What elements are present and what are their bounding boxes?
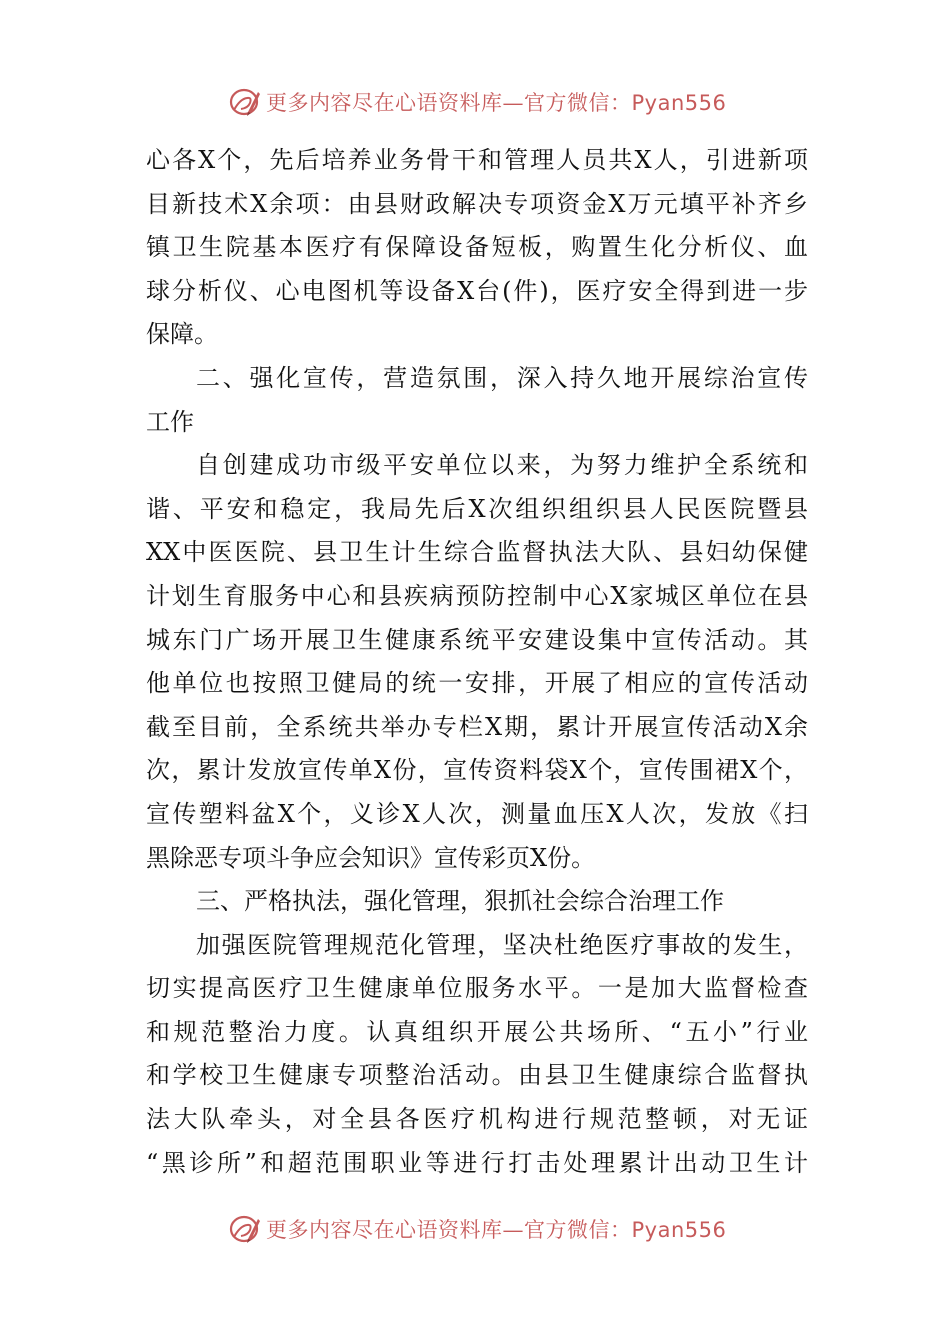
text-line: “黑诊所”和超范围职业等进行打击处理累计出动卫生计 [146,1148,808,1177]
text-line: 宣传塑料盆X个，义诊X人次，测量血压X人次，发放《扫 [146,799,808,828]
text-line: 他单位也按照卫健局的统一安排，开展了相应的宣传活动 [146,669,808,698]
text-line: 自创建成功市级平安单位以来，为努力维护全系统和 [196,451,808,480]
text-line: 计划生育服务中心和县疾病预防控制中心X家城区单位在县 [146,581,808,610]
text-line: 切实提高医疗卫生健康单位服务水平。一是加大监督检查 [146,974,808,1003]
text-line: 城东门广场开展卫生健康系统平安建设集中宣传活动。其 [146,625,808,654]
text-line: 黑除恶专项斗争应会知识》宣传彩页X份。 [146,843,596,872]
text-line: 谐、平安和稳定，我局先后X次组织组织县人民医院暨县 [146,494,808,523]
watermark-banner-bottom [0,1209,950,1249]
section-heading-cont: 工作 [146,407,194,436]
watermark-banner-top [0,82,950,122]
watermark-text: 更多内容尽在心语资料库—官方微信：Pyan556 [266,1218,727,1242]
text-line: 截至目前，全系统共举办专栏X期，累计开展宣传活动X余 [146,712,808,741]
text-line: 法大队牵头，对全县各医疗机构进行规范整顿，对无证 [146,1105,808,1134]
text-line: 和学校卫生健康专项整治活动。由县卫生健康综合监督执 [146,1061,808,1090]
text-line: XX中医医院、县卫生计生综合监督执法大队、县妇幼保健 [146,538,808,567]
text-line: 次，累计发放宣传单X份，宣传资料袋X个，宣传围裙X个， [146,756,808,785]
text-line: 目新技术X余项：由县财政解决专项资金X万元填平补齐乡 [146,189,808,218]
section-heading: 三、严格执法，强化管理，狠抓社会综合治理工作 [196,887,724,916]
watermark-text: 更多内容尽在心语资料库—官方微信：Pyan556 [266,91,727,115]
document-body [146,139,808,1185]
section-heading: 二、强化宣传，营造氛围，深入持久地开展综治宣传 [196,363,808,392]
pen-signature-logo-icon [228,1212,262,1246]
text-line: 心各X个，先后培养业务骨干和管理人员共X人，引进新项 [146,146,808,174]
text-line: 和规范整治力度。认真组织开展公共场所、“五小”行业 [146,1017,808,1046]
text-line: 保障。 [146,320,218,349]
text-line: 球分析仪、心电图机等设备X台(件)，医疗安全得到进一步 [146,276,808,305]
text-line: 镇卫生院基本医疗有保障设备短板，购置生化分析仪、血 [146,233,808,262]
pen-signature-logo-icon [228,85,262,119]
text-line: 加强医院管理规范化管理，坚决杜绝医疗事故的发生， [196,930,808,959]
